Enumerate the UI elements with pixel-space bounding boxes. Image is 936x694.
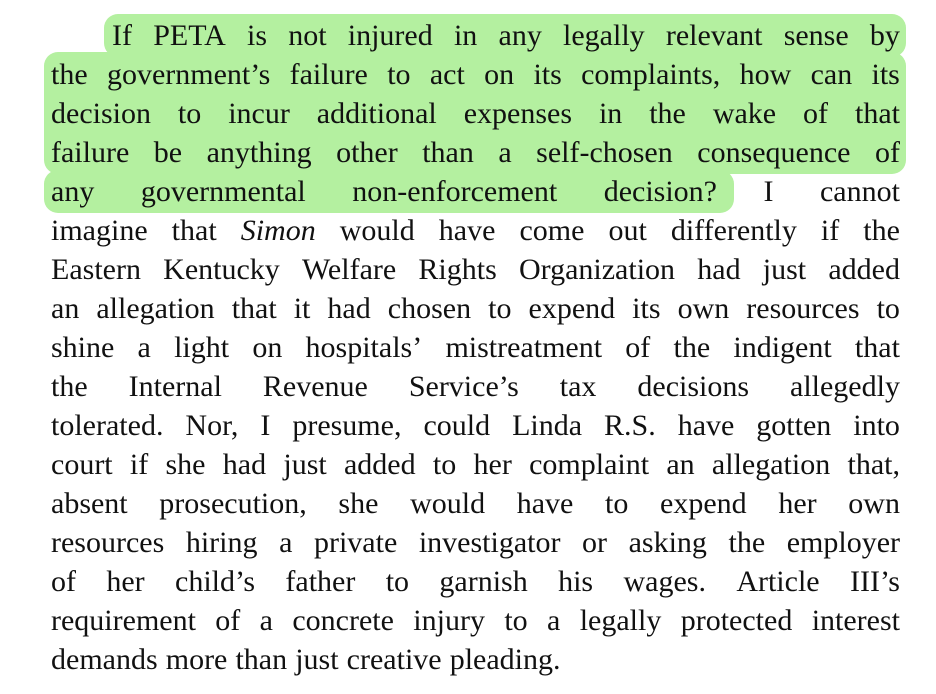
- word: decision?: [603, 175, 717, 208]
- word: hospitals’: [305, 331, 423, 364]
- word: that,: [847, 448, 900, 481]
- text-line: [51, 406, 900, 446]
- text-line: [51, 211, 900, 251]
- word: PETA: [153, 19, 226, 52]
- word: decisions: [637, 370, 750, 403]
- word: that: [854, 331, 900, 364]
- word: come: [519, 214, 585, 247]
- word: expend: [528, 292, 616, 325]
- word: the: [649, 97, 686, 130]
- word: If: [112, 19, 132, 52]
- word: non-enforcement: [352, 175, 558, 208]
- word: of: [215, 604, 241, 637]
- word: resources: [51, 526, 165, 559]
- word: wake: [712, 97, 777, 130]
- word: it: [293, 292, 311, 325]
- word: his: [558, 565, 594, 598]
- word: failure: [289, 58, 368, 91]
- word: could: [423, 409, 491, 442]
- word: expend: [660, 487, 747, 520]
- word: the: [863, 214, 900, 247]
- word: tax: [559, 370, 597, 403]
- word: relevant: [665, 19, 763, 52]
- text-line: [112, 16, 900, 56]
- word: to: [876, 292, 900, 325]
- word: resources: [746, 292, 860, 325]
- word: Kentucky: [163, 253, 280, 286]
- word: a: [259, 604, 273, 637]
- word: can: [810, 58, 853, 91]
- word: hiring: [185, 526, 258, 559]
- word: expenses: [463, 97, 572, 130]
- word: out: [608, 214, 647, 247]
- word: presume,: [292, 409, 402, 442]
- word: III’s: [849, 565, 900, 598]
- word: that: [854, 97, 900, 130]
- word: self-chosen: [536, 136, 673, 169]
- word: wages.: [623, 565, 706, 598]
- word: court: [51, 448, 113, 481]
- word: governmental: [140, 175, 306, 208]
- word: added: [828, 253, 900, 286]
- word: an: [51, 292, 80, 325]
- word: how: [739, 58, 792, 91]
- word: if: [820, 214, 840, 247]
- word: its: [632, 292, 661, 325]
- text-line: [51, 367, 900, 407]
- word: Simon: [240, 214, 316, 247]
- text-line: [51, 172, 900, 212]
- word: cannot: [819, 175, 900, 208]
- word: government’s: [106, 58, 271, 91]
- word: its: [871, 58, 900, 91]
- word: that: [171, 214, 217, 247]
- word: not: [288, 19, 327, 52]
- word: asking: [628, 526, 707, 559]
- text-line: [51, 640, 900, 680]
- word: legally: [563, 19, 645, 52]
- word: had: [697, 253, 741, 286]
- word: own: [848, 487, 900, 520]
- word: any: [51, 175, 95, 208]
- word: creative: [346, 643, 442, 676]
- word: allegation: [711, 448, 831, 481]
- word: own: [677, 292, 730, 325]
- word: differently: [670, 214, 797, 247]
- word: complaint: [529, 448, 650, 481]
- word: of: [803, 97, 829, 130]
- text-line: [51, 562, 900, 602]
- word: the: [673, 331, 711, 364]
- word: just: [283, 448, 327, 481]
- word: Organization: [518, 253, 676, 286]
- text-line: [51, 601, 900, 641]
- word: chosen: [387, 292, 472, 325]
- word: mistreatment: [445, 331, 603, 364]
- word: than: [235, 643, 288, 676]
- word: she: [165, 448, 206, 481]
- word: to: [432, 448, 457, 481]
- word: to: [488, 292, 512, 325]
- word: of: [625, 331, 651, 364]
- word: requirement: [51, 604, 196, 637]
- word: I: [763, 175, 774, 208]
- text-line: [51, 94, 900, 134]
- word: decision: [51, 97, 151, 130]
- word: an: [666, 448, 695, 481]
- word: more: [165, 643, 228, 676]
- word: failure: [51, 136, 130, 169]
- word: in: [453, 19, 478, 52]
- word: imagine: [51, 214, 148, 247]
- word: complaints,: [581, 58, 721, 91]
- word: had: [222, 448, 267, 481]
- word: Article: [736, 565, 820, 598]
- word: act: [429, 58, 465, 91]
- word: her: [473, 448, 512, 481]
- word: consequence: [697, 136, 851, 169]
- word: its: [533, 58, 562, 91]
- word: on: [484, 58, 515, 91]
- word: incur: [228, 97, 290, 130]
- word: a: [498, 136, 512, 169]
- word: would: [339, 214, 415, 247]
- word: have: [677, 409, 735, 442]
- word: gotten: [756, 409, 832, 442]
- word: light: [174, 331, 230, 364]
- word: just: [762, 253, 807, 286]
- word: concrete: [292, 604, 394, 637]
- text-line: [51, 133, 900, 173]
- word: to: [177, 97, 202, 130]
- word: Internal: [128, 370, 222, 403]
- word: R.S.: [604, 409, 656, 442]
- word: legally: [579, 604, 662, 637]
- word: father: [285, 565, 356, 598]
- text-line: [51, 484, 900, 524]
- word: prosecution,: [159, 487, 307, 520]
- text-line: [51, 445, 900, 485]
- word: her: [778, 487, 817, 520]
- word: had: [327, 292, 371, 325]
- word: a: [137, 331, 151, 364]
- word: sense: [783, 19, 849, 52]
- word: a: [547, 604, 561, 637]
- word: tolerated.: [51, 409, 164, 442]
- word: any: [498, 19, 542, 52]
- word: injury: [413, 604, 485, 637]
- word: is: [247, 19, 268, 52]
- word: the: [51, 58, 88, 91]
- word: absent: [51, 487, 128, 520]
- word: than: [422, 136, 474, 169]
- text-line: [51, 289, 900, 329]
- word: just: [295, 643, 339, 676]
- word: by: [869, 19, 900, 52]
- word: of: [875, 136, 900, 169]
- word: the: [51, 370, 88, 403]
- word: Revenue: [262, 370, 368, 403]
- word: employer: [786, 526, 900, 559]
- word: or: [582, 526, 608, 559]
- word: injured: [347, 19, 433, 52]
- word: Linda: [512, 409, 583, 442]
- word: on: [252, 331, 283, 364]
- word: other: [336, 136, 398, 169]
- text-line: [51, 55, 900, 95]
- word: demands: [51, 643, 158, 676]
- word: to: [605, 487, 629, 520]
- word: that: [231, 292, 277, 325]
- word: have: [438, 214, 496, 247]
- word: investigator: [418, 526, 561, 559]
- word: Welfare: [302, 253, 397, 286]
- word: of: [51, 565, 76, 598]
- word: indigent: [733, 331, 832, 364]
- word: her: [106, 565, 145, 598]
- word: be: [153, 136, 183, 169]
- word: to: [385, 565, 410, 598]
- word: additional: [316, 97, 437, 130]
- word: if: [129, 448, 149, 481]
- text-line: [51, 328, 900, 368]
- word: to: [504, 604, 528, 637]
- word: allegation: [96, 292, 215, 325]
- word: private: [313, 526, 398, 559]
- word: into: [853, 409, 900, 442]
- word: allegedly: [790, 370, 900, 403]
- word: garnish: [439, 565, 528, 598]
- word: Eastern: [51, 253, 141, 286]
- word: child’s: [175, 565, 256, 598]
- word: a: [279, 526, 293, 559]
- word: Rights: [418, 253, 497, 286]
- word: added: [343, 448, 416, 481]
- word: pleading.: [449, 643, 561, 676]
- word: Nor,: [185, 409, 239, 442]
- word: the: [728, 526, 766, 559]
- word: would: [410, 487, 486, 520]
- word: I: [260, 409, 271, 442]
- word: she: [338, 487, 379, 520]
- word: anything: [206, 136, 312, 169]
- word: to: [387, 58, 411, 91]
- word: protected: [680, 604, 793, 637]
- word: shine: [51, 331, 115, 364]
- text-line: [51, 523, 900, 563]
- word: have: [516, 487, 574, 520]
- word: in: [598, 97, 623, 130]
- word: interest: [811, 604, 900, 637]
- text-line: [51, 250, 900, 290]
- word: Service’s: [408, 370, 519, 403]
